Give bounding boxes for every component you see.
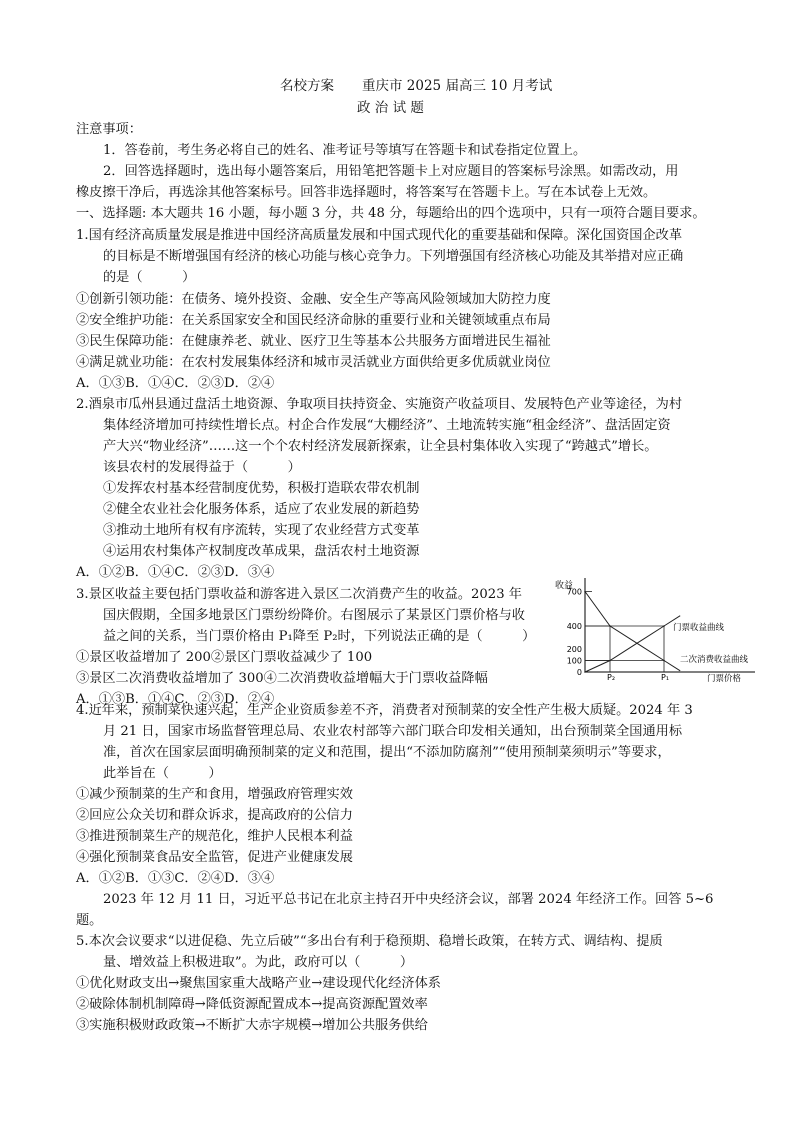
x-axis-label: 门票价格 [707,674,742,684]
y-tick-label: 400 [566,622,582,631]
y-tick-label: 700 [566,587,582,597]
q2-option-3: ③推动土地所有权有序流转，实现了农业经营方式变革 [103,523,420,538]
q3-stem-line-1: 3.景区收益主要包括门票收益和游客进入景区二次消费产生的收益。2023 年 [76,587,522,602]
q5-option-3: ③实施积极财政政策→不断扩大赤字规模→增加公共服务供给 [76,1018,428,1033]
q1-option-4: ④满足就业功能：在农村发展集体经济和城市灵活就业方面供给更多优质就业岗位 [76,355,551,370]
q4-stem-line-1: 4.近年来，预制菜快速兴起，生产企业资质参差不齐，消费者对预制菜的安全性产生极大质疑。2024 年 3 [76,703,693,718]
data-point [584,671,586,673]
q3-options-3-4: ③景区二次消费收益增加了 300④二次消费收益增幅大于门票收益降幅 [76,671,488,686]
series-line-2 [585,592,680,671]
q1-stem-line-3: 的是（ ） [103,270,196,285]
q2-stem-line-4: 该县农村的发展得益于（ ） [103,460,301,475]
q1-stem-line-2: 的目标是不断增强国有经济的核心功能与核心竞争力。下列增强国有经济核心功能及其举措对应正确 [103,249,684,264]
series-line-1 [585,616,680,672]
q5-option-2: ②破除体制机制障碍→降低资源配置成本→提高资源配置效率 [76,997,428,1012]
q3-options-1-2: ①景区收益增加了 200②景区门票收益减少了 100 [76,650,373,665]
school-name: 名校方案 [280,78,334,94]
intro-5-6-line-2: 题。 [76,913,103,928]
q1-stem-line-1: 1.国有经济高质量发展是推进中国经济高质量发展和中国式现代化的重要基础和保障。深化国资国企改革 [76,228,683,243]
q2-option-1: ①发挥农村基本经营制度优势，积极打造联农带农机制 [103,481,420,496]
y-tick-label: 100 [566,656,582,666]
q2-stem-line-1: 2.酒泉市瓜州县通过盘活土地资源、争取项目扶持资金、实施资产收益项目、发展特色产业等途径，为村 [76,397,683,412]
q2-option-2: ②健全农业社会化服务体系，适应了农业发展的新趋势 [103,502,420,517]
q3-stem-line-2: 国庆假期，全国多地景区门票纷纷降价。右图展示了某景区门票价格与收 [103,608,525,623]
q4-option-1: ①减少预制菜的生产和食用，增强政府管理实效 [76,787,353,802]
q3-stem-line-3: 益之间的关系，当门票价格由 P₁降至 P₂时，下列说法正确的是（ ） [103,629,536,644]
q3-choices: A．①③B．①④C．②③D．②④ [76,692,275,707]
q4-stem-line-4: 此举旨在（ ） [103,766,222,781]
q5-stem-line-2: 量、增效益上积极进取”。为此，政府可以（ ） [103,955,414,970]
intro-5-6-line-1: 2023 年 12 月 11 日，习近平总书记在北京主持召开中央经济会议，部署 2024 年经济工作。回答 5~6 [103,892,714,907]
q4-option-2: ②回应公众关切和群众诉求，提高政府的公信力 [76,808,353,823]
price-revenue-chart [555,576,775,686]
q2-choices: A．①②B．①④C．②③D．③④ [76,565,275,580]
notice-item-1: 1．答卷前，考生务必将自己的姓名、准考证号等填写在答题卡和试卷指定位置上。 [103,143,587,158]
notice-item-2-line-1: 2．回答选择题时，选出每小题答案后，用铅笔把答题卡上对应题目的答案标号涂黑。如需改动，用 [103,164,679,179]
q5-option-1: ①优化财政支出→聚焦国家重大战略产业→建设现代化经济体系 [76,976,441,991]
q4-choices: A．①②B．①③C．②④D．③④ [76,871,275,886]
q4-stem-line-2: 月 21 日，国家市场监督管理总局、农业农村部等六部门联合印发相关通知，出台预制菜全国通用标 [103,724,683,739]
q2-stem-line-2: 集体经济增加可持续性增长点。村企合作发展“大棚经济”、土地流转实施“租金经济”、盘活固定资 [103,418,671,433]
q1-option-3: ③民生保障功能：在健康养老、就业、医疗卫生等基本公共服务方面增进民生福祉 [76,334,551,349]
q2-stem-line-3: 产大兴“物业经济”……这一个个农村经济发展新探索，让全县村集体收入实现了“跨越式”增长。 [103,439,658,454]
series-label-secondary-revenue: 二次消费收益曲线 [680,655,749,665]
notice-item-2-line-2: 橡皮擦干净后，再选涂其他答案标号。回答非选择题时，将答案写在答题卡上。写在本试卷上无效。 [76,185,657,200]
notice-heading: 注意事项： [76,122,142,137]
x-tick-label: P₁ [661,673,670,682]
subject-title: 政 治 试 题 [357,100,424,116]
q5-stem-line-1: 5.本次会议要求“以进促稳、先立后破”“多出台有利于稳预期、稳增长政策，在转方式、调结构、提质 [76,934,663,949]
q1-option-2: ②安全维护功能：在关系国家安全和国民经济命脉的重要行业和关键领域重点布局 [76,313,551,328]
y-axis-label: 收益 [555,581,574,591]
q2-option-4: ④运用农村集体产权制度改革成果，盘活农村土地资源 [103,544,420,559]
y-tick-label: 200 [566,645,582,654]
y-tick-label: 0 [576,668,582,677]
x-tick-label: P₂ [607,673,616,682]
q4-option-4: ④强化预制菜食品安全监管，促进产业健康发展 [76,850,353,865]
series-label-ticket-revenue: 门票收益曲线 [673,623,725,633]
exam-title: 重庆市 2025 届高三 10 月考试 [362,78,553,94]
section-heading: 一、选择题: 本大题共 16 小题，每小题 3 分，共 48 分，每题给出的四个选项中，只有一项符合题目要求。 [76,206,706,221]
q1-option-1: ①创新引领功能：在债务、境外投资、金融、安全生产等高风险领域加大防控力度 [76,292,551,307]
q1-choices: A．①③B．①④C．②③D．②④ [76,376,275,391]
q4-option-3: ③推进预制菜生产的规范化，维护人民根本利益 [76,829,353,844]
q4-stem-line-3: 准，首次在国家层面明确预制菜的定义和范围，提出“不添加防腐剂”“使用预制菜须明示”等要求， [103,745,671,760]
